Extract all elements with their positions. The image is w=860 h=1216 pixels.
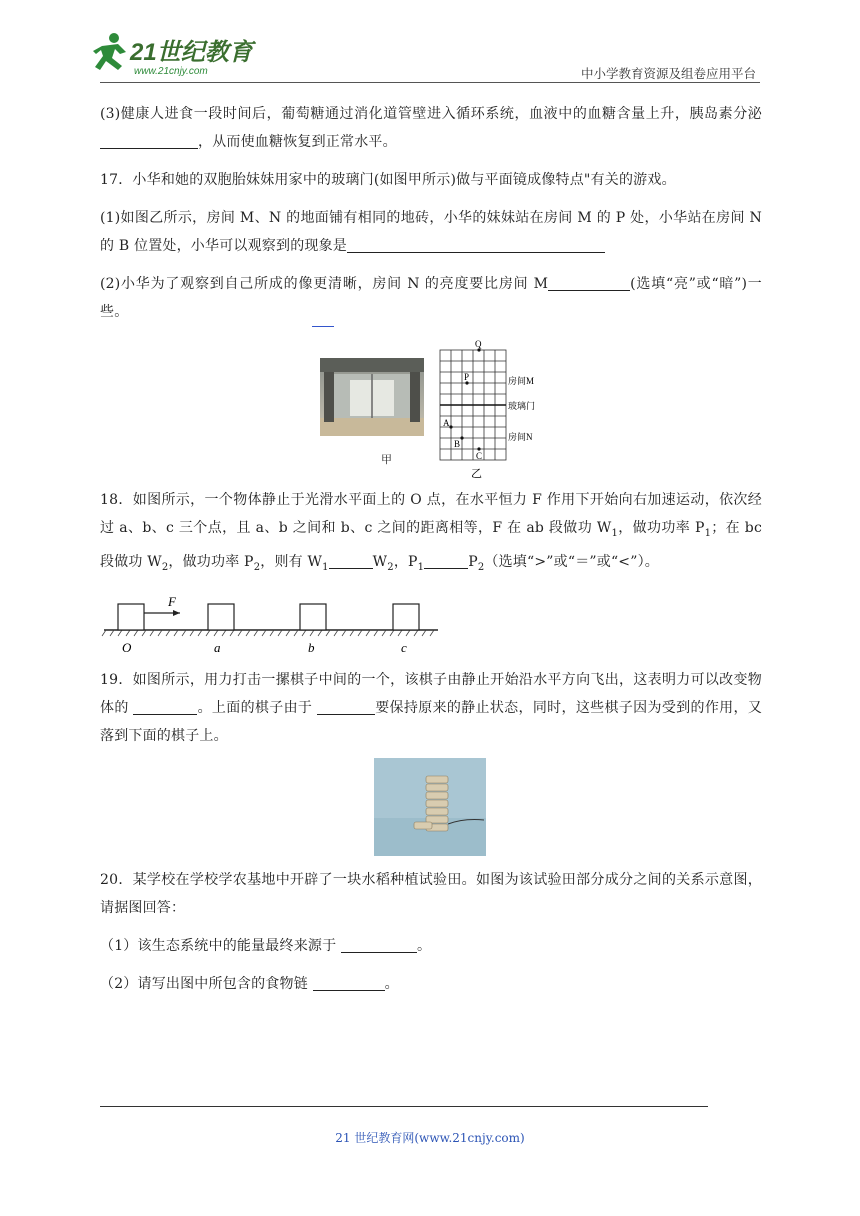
answer-blank[interactable] <box>133 700 197 715</box>
label-c: c <box>401 639 407 655</box>
label-b: b <box>308 639 315 655</box>
q16-part3: (3)健康人进食一段时间后，葡萄糖通过消化道管壁进入循环系统，血液中的血糖含量上升，胰岛素分泌，从而使血糖恢复到正常水平。 <box>100 106 762 150</box>
label-a: a <box>214 639 221 655</box>
answer-blank[interactable] <box>329 554 373 569</box>
label-O: O <box>122 639 132 655</box>
q19-text: 19．如图所示，用力打击一摞棋子中间的一个，该棋子由静止开始沿水平方向飞出，这表明力可以改变物体的 。上面的棋子由于 要保持原来的静止状态，同时，这些棋子因为受到的作用，又落到下面的棋子上。 <box>100 671 763 744</box>
block-at-b <box>300 604 326 630</box>
logo-text: 21世纪教育 <box>130 39 253 66</box>
figure-link-mark <box>312 326 334 327</box>
block-at-c <box>393 604 419 630</box>
answer-blank[interactable] <box>317 700 375 715</box>
footer-divider <box>100 1106 708 1107</box>
label-C: C <box>476 451 483 461</box>
q17-figure <box>100 326 762 486</box>
caption-jia: 甲 <box>381 453 392 466</box>
q19-figure <box>100 758 762 858</box>
q18-text: 18．如图所示，一个物体静止于光滑水平面上的 O 点，在水平恒力 F 作用下开始向右加速运动，依次经过 a、b、c 三个点，且 a、b 之间和 b、c 之间的距离相等，F 在 ab 段做功 $W_1$，做功功率 $P_1$；在 bc 段做功 $W_2$，做功功率 $P_2$，则有 $W_1$ $W_2$，$P_1$ $P_2$（选填“>”或“＝”或“<”）。 <box>100 492 762 573</box>
checkers-stack-photo <box>374 758 486 856</box>
label-Q: Q <box>475 340 482 349</box>
answer-blank[interactable] <box>341 938 417 953</box>
block-at-O <box>118 604 144 630</box>
label-F: F <box>168 593 176 609</box>
answer-blank[interactable] <box>100 134 198 149</box>
q17-part1: (1)如图乙所示，房间 M、N 的地面铺有相同的地砖，小华的妹妹站在房间 M 的 P 处，小华站在房间 N 的 B 位置处，小华可以观察到的现象是 <box>100 210 762 254</box>
logo-21cnjy <box>92 30 262 80</box>
answer-blank[interactable] <box>313 976 385 991</box>
label-A: A <box>443 418 450 428</box>
q17-part2: (2)小华为了观察到自己所成的像更清晰，房间 N 的亮度要比房间 M (选填“亮”或“暗”)一些。 <box>100 276 762 320</box>
glass-door-photo <box>320 358 424 436</box>
label-P: P <box>464 372 470 382</box>
content <box>100 100 762 998</box>
motion-diagram <box>100 592 440 658</box>
logo-url: www.21cnjy.com <box>134 66 208 77</box>
q17-stem: 17．小华和她的双胞胎妹妹用家中的玻璃门(如图甲所示)做与平面镜成像特点"有关的游戏。 <box>100 172 676 188</box>
site-name: 中小学教育资源及组卷应用平台 <box>580 66 756 81</box>
footer-link[interactable]: 21 世纪教育网(www.21cnjy.com) <box>335 1131 525 1145</box>
floor-grid-diagram <box>438 340 568 480</box>
q20-part2: （2）请写出图中所包含的食物链 。 <box>100 975 399 992</box>
label-B: B <box>454 439 461 449</box>
q18-figure <box>100 592 762 658</box>
block-at-a <box>208 604 234 630</box>
q20-stem: 20．某学校在学校学农基地中开辟了一块水稻种植试验田。如图为该试验田部分成分之间的关系示意图，请据图回答： <box>100 871 762 916</box>
label-room-m: 房间M <box>508 376 535 386</box>
answer-blank[interactable] <box>424 554 468 569</box>
caption-yi: 乙 <box>471 468 482 480</box>
page-header <box>0 0 860 90</box>
label-glass-door: 玻璃门 <box>508 401 536 411</box>
q20-part1: （1）该生态系统中的能量最终来源于 。 <box>100 937 432 954</box>
answer-blank[interactable] <box>548 276 630 291</box>
label-room-n: 房间N <box>508 432 533 442</box>
answer-blank[interactable] <box>347 238 605 253</box>
header-divider <box>100 82 760 83</box>
